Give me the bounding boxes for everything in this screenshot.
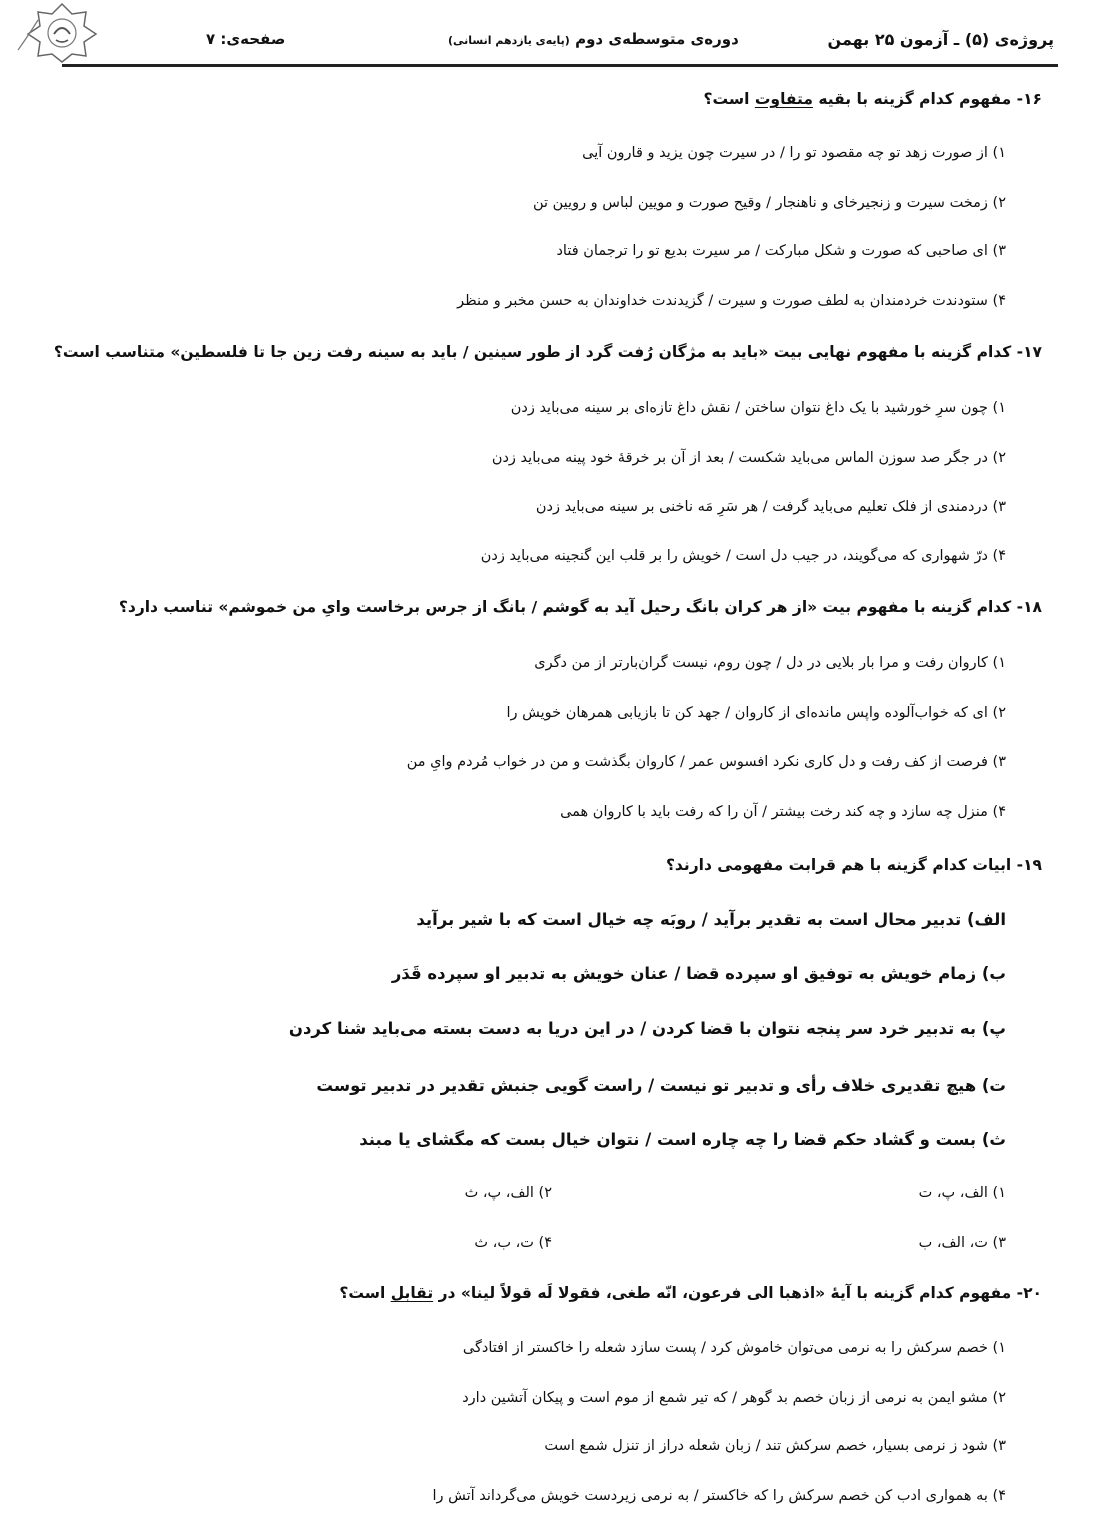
question-16-option-3[interactable]: ۳) ای صاحبی که صورت و شکل مبارکت / مر سیرت بدیع تو را ترجمان فتاد (556, 243, 1006, 259)
question-19-choice-3[interactable]: ۳) ت، الف، ب (918, 1235, 1006, 1251)
question-17-option-3[interactable]: ۳) دردمندی از فلک تعلیم می‌باید گرفت / هر سَرِ مَه ناخنی بر سینه می‌باید زدن (535, 499, 1006, 515)
question-17-option-2[interactable]: ۲) در جگر صد سوزن الماس می‌باید شکست / بعد از آن بر خرقهٔ خود پینه می‌باید زدن (491, 450, 1006, 466)
question-18-option-1[interactable]: ۱) کاروان رفت و مرا بار بلایی در دل / چون روم، نیست گران‌بارتر از من دگری (534, 655, 1006, 671)
question-text-end: است؟ (339, 1284, 386, 1302)
question-text: کدام گزینه با مفهوم نهایی بیت «باید به مژگان رُفت گرد از طور سینین / باید به سینه رفت زین جا تا فلسطین» متناسب است؟ (53, 343, 1012, 361)
question-17-option-4[interactable]: ۴) درّ شهواری که می‌گویند، در جیب دل است / خویش را بر قلب این گنجینه می‌باید زدن (480, 548, 1006, 564)
question-underlined-word: تقابل (390, 1284, 434, 1302)
question-20-option-2[interactable]: ۲) مشو ایمن به نرمی از زبان خصم بد گوهر / که تیر شمع از موم است و پیکان آتشین دارد (462, 1390, 1006, 1406)
question-number: ۱۶- (1016, 90, 1042, 108)
question-19-verse-pe: پ) به تدبیر خرد سر پنجه نتوان با قضا کردن / در این دریا به دست بسته می‌باید شنا کردن (288, 1019, 1006, 1038)
question-underlined-word: متفاوت (754, 90, 813, 108)
question-number: ۲۰- (1016, 1284, 1042, 1302)
question-number: ۱۸- (1016, 598, 1042, 616)
question-19-title (666, 856, 1042, 874)
question-17-option-1[interactable]: ۱) چون سرِ خورشید با یک داغ نتوان ساختن / نقش داغ تازه‌ای بر سینه می‌باید زدن (510, 400, 1006, 416)
question-text: مفهوم کدام گزینه با بقیه (818, 90, 1012, 108)
question-20-option-3[interactable]: ۳) شود ز نرمی بسیار، خصم سرکش تند / زبان شعله دراز از تنزل شمع است (544, 1438, 1006, 1454)
question-18-title (119, 598, 1042, 616)
question-19-verse-alef: الف) تدبیر محال است به تقدیر برآید / روبَه چه خیال است که با شیر برآید (416, 910, 1006, 929)
question-16-option-2[interactable]: ۲) زمخت سیرت و زنجیرخای و ناهنجار / وقیح صورت و مویین لباس و رویین تن (532, 195, 1006, 211)
question-number: ۱۷- (1016, 343, 1042, 361)
question-18-option-4[interactable]: ۴) منزل چه سازد و چه کند رخت بیشتر / آن را که رفت باید با کاروان همی (560, 804, 1006, 820)
logo-emblem-icon (10, 0, 114, 64)
question-20-option-1[interactable]: ۱) خصم سرکش را به نرمی می‌توان خاموش کرد / پست سازد شعله را خاکستر از افتادگی (462, 1340, 1006, 1356)
question-19-verse-se: ث) بست و گشاد حکم قضا را چه چاره است / نتوان خیال بست که مگشای یا مبند (359, 1130, 1006, 1149)
question-18-option-3[interactable]: ۳) فرصت از کف رفت و دل کاری نکرد افسوس عمر / کاروان بگذشت و من در خواب مُردم وایِ من (406, 754, 1006, 770)
header-divider (62, 64, 1058, 67)
question-19-choice-1[interactable]: ۱) الف، پ، ت (918, 1185, 1006, 1201)
question-number: ۱۹- (1016, 856, 1042, 874)
question-text: کدام گزینه با مفهوم بیت «از هر کران بانگ رحیل آید به گوشم / بانگ از جرس برخاست وایِ من خموشم» تناسب دارد؟ (118, 598, 1012, 616)
header-page-number: صفحه‌ی: ۷ (206, 30, 286, 48)
question-16-option-1[interactable]: ۱) از صورت زهد تو چه مقصود تو را / در سیرت چون یزید و قارون آیی (582, 145, 1006, 161)
question-20-title (339, 1284, 1042, 1302)
question-19-choice-4[interactable]: ۴) ت، ب، ث (474, 1235, 552, 1251)
course-grade: (پایه‌ی یازدهم انسانی) (448, 34, 570, 47)
question-20-option-4[interactable]: ۴) به همواری ادب کن خصم سرکش را که خاکستر / به نرمی زیردست خویش می‌گرداند آتش را (432, 1488, 1006, 1504)
header-course-title (448, 30, 739, 48)
publisher-logo (10, 0, 114, 64)
question-19-verse-te: ت) هیچ تقدیری خلاف رأی و تدبیر تو نیست / راست گویی جنبش تقدیر در تدبیر توست (316, 1076, 1006, 1095)
question-17-title (54, 343, 1042, 361)
question-text-end: است؟ (703, 90, 750, 108)
question-19-verse-be: ب) زمام خویش به توفیق او سپرده قضا / عنان خویش به تدبیر او سپرده قَدَر (391, 964, 1006, 983)
course-name: دوره‌ی متوسطه‌ی دوم (575, 30, 739, 48)
question-16-option-4[interactable]: ۴) ستودندت خردمندان به لطف صورت و سیرت / گزیدندت خداوندان به حسن مخبر و منظر (457, 293, 1006, 309)
header-project-title: پروژه‌ی (۵) ـ آزمون ۲۵ بهمن (827, 30, 1054, 49)
question-text: مفهوم کدام گزینه با آیهٔ «اذهبا الی فرعون، انّه طغی، فقولا لَه قولاً لینا» در (438, 1284, 1012, 1302)
question-16-title (703, 90, 1042, 108)
question-18-option-2[interactable]: ۲) ای که خواب‌آلوده واپس مانده‌ای از کاروان / جهد کن تا بازیابی همرهان خویش را (506, 705, 1006, 721)
question-text: ابیات کدام گزینه با هم قرابت مفهومی دارند؟ (665, 856, 1012, 874)
question-19-choice-2[interactable]: ۲) الف، پ، ث (464, 1185, 552, 1201)
